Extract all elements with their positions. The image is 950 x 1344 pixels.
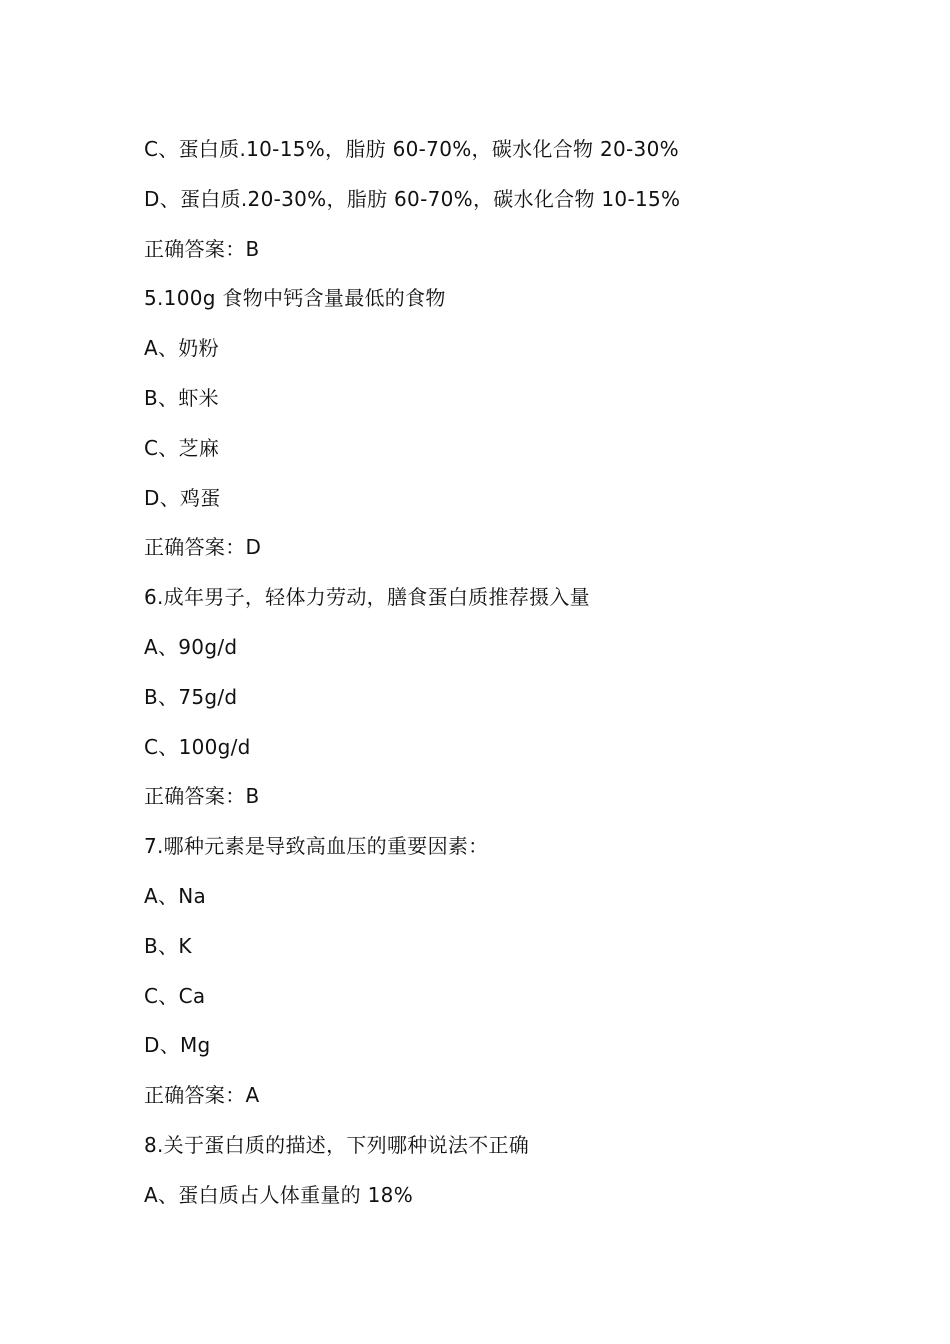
option-d-line: D、蛋白质.20-30%，脂肪 60-70%，碳水化合物 10-15% <box>144 186 681 211</box>
option-d-line: D、鸡蛋 <box>144 485 221 510</box>
answer-line: 正确答案：A <box>144 1083 260 1108</box>
option-c-line: C、Ca <box>144 983 206 1008</box>
option-d-line: D、Mg <box>144 1033 211 1058</box>
question-8: 8.关于蛋白质的描述，下列哪种说法不正确 <box>144 1132 530 1157</box>
option-a-line: A、90g/d <box>144 634 238 659</box>
answer-line: 正确答案：D <box>144 535 262 560</box>
option-c-line: C、100g/d <box>144 734 251 759</box>
answer-line: 正确答案：B <box>144 236 260 261</box>
option-c-line: C、芝麻 <box>144 435 220 460</box>
question-5: 5.100g 食物中钙含量最低的食物 <box>144 286 446 311</box>
question-7: 7.哪种元素是导致高血压的重要因素： <box>144 834 489 859</box>
option-b-line: B、K <box>144 933 192 958</box>
option-a-line: A、Na <box>144 883 207 908</box>
option-b-line: B、75g/d <box>144 684 238 709</box>
question-list <box>144 125 904 1221</box>
option-b-line: B、虾米 <box>144 385 219 410</box>
option-c-line: C、蛋白质.10-15%，脂肪 60-70%，碳水化合物 20-30% <box>144 137 679 161</box>
answer-line: 正确答案：B <box>144 784 260 809</box>
option-a-line: A、蛋白质占人体重量的 18% <box>144 1182 413 1207</box>
option-a-line: A、奶粉 <box>144 336 219 361</box>
question-6: 6.成年男子，轻体力劳动，膳食蛋白质推荐摄入量 <box>144 585 590 610</box>
